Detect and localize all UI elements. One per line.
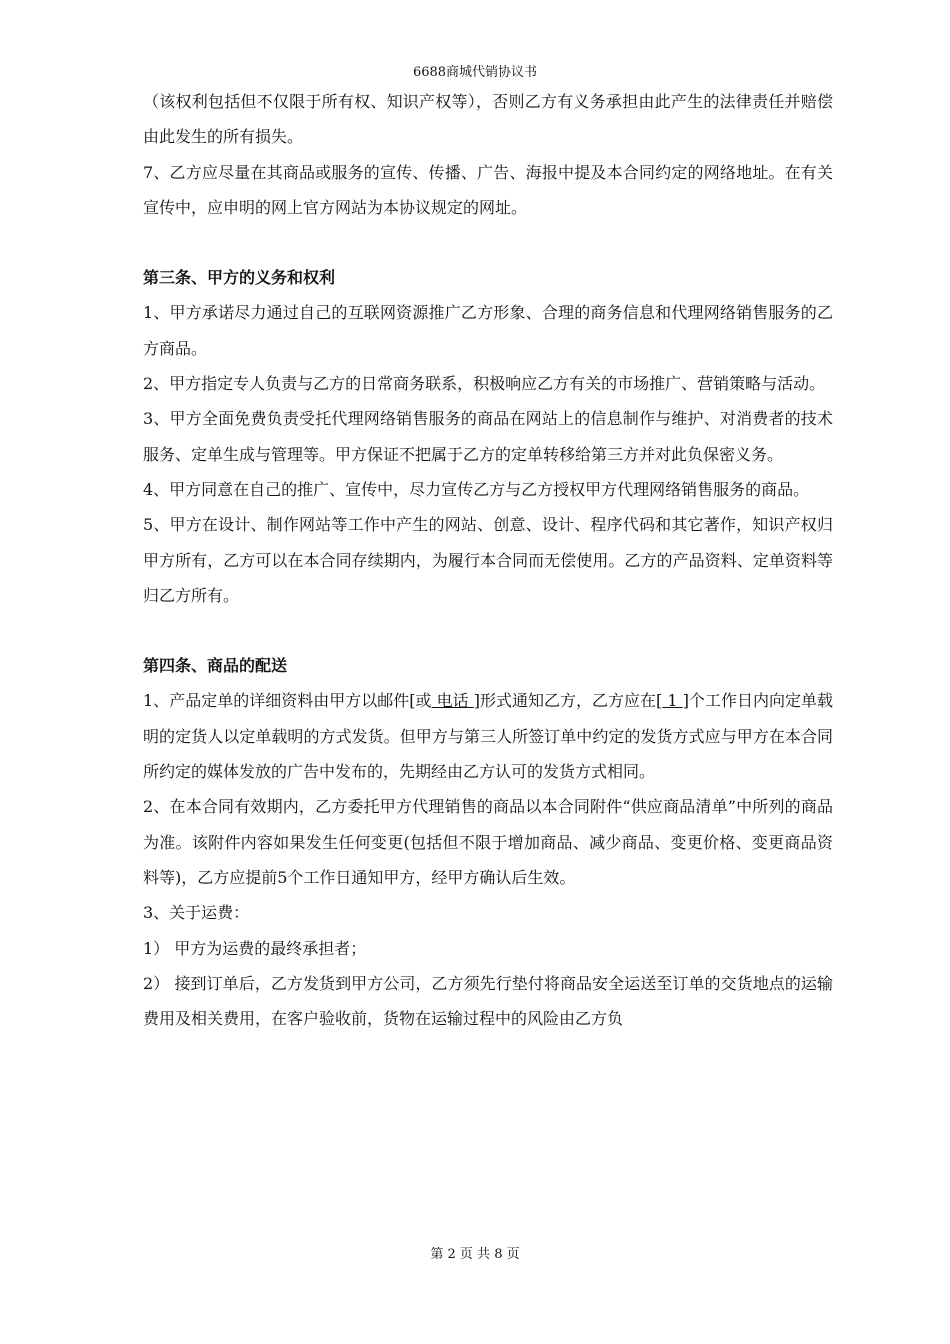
text-run: 1、产品定单的详细资料由甲方以邮件[或 (143, 691, 432, 711)
blank-field: 电话 (431, 691, 474, 711)
text-run: ]形式通知乙方，乙方应在[ (473, 691, 663, 711)
list-item: 2、甲方指定专人负责与乙方的日常商务联系，积极响应乙方有关的市场推广、营销策略与活动。 (143, 374, 826, 394)
list-item: 2、在本合同有效期内，乙方委托甲方代理销售的商品以本合同附件“供应商品清单”中所列的商品为准。该附件内容如果发生任何变更(包括但不限于增加商品、减少商品、变更价格、变更商品资料等)，乙方应提前5个工作日通知甲方，经甲方确认后生效。 (143, 797, 833, 887)
list-item: 3、关于运费： (143, 903, 250, 923)
list-item: 3、甲方全面免费负责受托代理网络销售服务的商品在网站上的信息制作与维护、对消费者的技术服务、定单生成与管理等。甲方保证不把属于乙方的定单转移给第三方并对此负保密义务。 (143, 409, 833, 464)
section-heading: 第三条、甲方的义务和权利 (143, 268, 336, 288)
section-heading: 第四条、商品的配送 (143, 656, 288, 676)
document-body (143, 84, 833, 1036)
list-item: 1、甲方承诺尽力通过自己的互联网资源推广乙方形象、合理的商务信息和代理网络销售服务的乙方商品。 (143, 303, 833, 358)
sub-item: 2） 接到订单后，乙方发货到甲方公司，乙方须先行垫付将商品安全运送至订单的交货地点的运输费用及相关费用，在客户验收前，货物在运输过程中的风险由乙方负 (143, 973, 833, 1029)
list-item (143, 683, 833, 789)
spacer (143, 613, 833, 648)
list-item: 4、甲方同意在自己的推广、宣传中，尽力宣传乙方与乙方授权甲方代理网络销售服务的商品。 (143, 479, 810, 499)
spacer (143, 225, 833, 260)
text-run: ]个工作日内向定单载明的定货人以定单载明的方式发货。但甲方与第三人所签订单中约定的发货方式应与甲方在本合同所约定的媒体发放的广告中发布的，先期经由乙方认可的发货方式相同。 (143, 691, 833, 782)
paragraph: （该权利包括但不仅限于所有权、知识产权等），否则乙方有义务承担由此产生的法律责任并赔偿由此发生的所有损失。 (143, 92, 833, 147)
list-item: 5、甲方在设计、制作网站等工作中产生的网站、创意、设计、程序代码和其它著作，知识产权归甲方所有，乙方可以在本合同存续期内，为履行本合同而无偿使用。乙方的产品资料、定单资料等归乙方所有。 (143, 515, 833, 605)
paragraph: 7、乙方应尽量在其商品或服务的宣传、传播、广告、海报中提及本合同约定的网络地址。在有关宣传中，应申明的网上官方网站为本协议规定的网址。 (143, 162, 833, 217)
blank-field: 1 (662, 691, 683, 711)
sub-item: 1） 甲方为运费的最终承担者； (143, 938, 367, 958)
page-footer: 第 2 页 共 8 页 (430, 1247, 520, 1262)
page-header: 6688商城代销协议书 (412, 65, 538, 80)
